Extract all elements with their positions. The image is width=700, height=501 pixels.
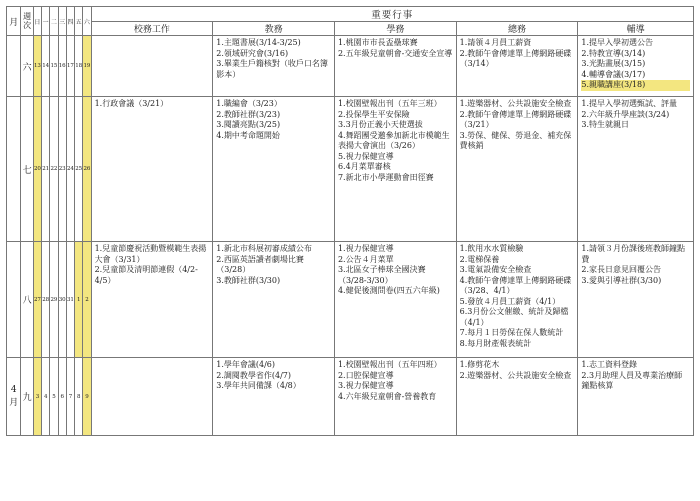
month-cell: 4 月 — [7, 358, 21, 436]
task-item: 5.親職講座(3/18) — [581, 80, 690, 91]
weekday-header: 五 — [75, 7, 83, 36]
cell-school — [91, 97, 213, 242]
schedule-page — [6, 6, 696, 436]
task-item: 6.4月菜單審核 — [337, 162, 391, 171]
week-row — [7, 97, 694, 242]
cell-school — [91, 358, 213, 436]
cell-academic — [213, 36, 335, 97]
weekday-header: 四 — [66, 7, 74, 36]
task-item: 4.舞蹈團受邀參加新北市模範生表揚大會演出（3/26） — [337, 130, 450, 150]
task-item: 3.電氣設備安全檢查 — [459, 265, 532, 274]
task-item: 4.輔導會議(3/17) — [581, 69, 646, 79]
day-number: 5 — [50, 358, 58, 436]
cell-guidance — [578, 242, 694, 358]
task-item: 3.勞保、健保、勞退金、補充保費核銷 — [459, 130, 572, 150]
day-number: 22 — [50, 97, 58, 242]
day-number: 8 — [75, 358, 83, 436]
task-item: 4.健促後測問卷(四五六年級) — [337, 286, 440, 295]
day-number: 23 — [58, 97, 66, 242]
day-number: 3 — [33, 358, 41, 436]
task-item: 3.教師社群(3/30) — [216, 275, 281, 285]
schedule-body — [7, 36, 694, 436]
week-row — [7, 358, 694, 436]
cell-academic — [213, 358, 335, 436]
task-item: 3.北區女子棒球全國決賽（3/28-3/30） — [337, 265, 426, 285]
cell-guidance — [578, 36, 694, 97]
cell-student — [334, 358, 456, 436]
task-item: 1.桃園市市長盃壘球賽 — [337, 38, 418, 47]
day-number: 6 — [58, 358, 66, 436]
day-number: 4 — [42, 358, 50, 436]
task-item: 2.口腔保健宣導 — [337, 370, 394, 380]
task-item: 3.光點畫展(3/15) — [581, 59, 646, 68]
month-cell — [7, 242, 21, 358]
task-item: 3.3月份正義小天使選拔 — [337, 120, 423, 129]
task-item: 5.視力保健宣導 — [337, 151, 394, 161]
task-item: 1.修剪花木 — [459, 360, 500, 369]
cell-student — [334, 242, 456, 358]
task-item: 1.志工資料登錄 — [581, 360, 638, 369]
task-item: 1.提早入學初選甄試、評量 — [581, 99, 678, 108]
task-item: 1.新北市科展初審成績公布 — [216, 244, 312, 253]
weekday-header: 一 — [42, 7, 50, 36]
task-item: 6.3月份公文催繳、統計及歸檔（4/1） — [459, 307, 569, 327]
cell-guidance — [578, 97, 694, 242]
day-number: 24 — [66, 97, 74, 242]
weekday-header: 三 — [58, 7, 66, 36]
cell-general — [456, 36, 578, 97]
task-item: 2.教師社群(3/23) — [216, 109, 281, 119]
task-item: 4.期中考命題開始 — [216, 130, 280, 140]
day-number: 20 — [33, 97, 41, 242]
task-item: 1.校園壁報出刊（五年四班） — [337, 360, 442, 369]
task-item: 7.每月１日勞保在保人數統計 — [459, 328, 564, 337]
header-row-top — [7, 7, 694, 22]
task-item: 3.學年共同備課（4/8） — [216, 381, 301, 390]
day-number: 25 — [75, 97, 83, 242]
task-item: 1.主題書展(3/14-3/25) — [216, 38, 301, 47]
cell-school — [91, 242, 213, 358]
day-number: 17 — [66, 36, 74, 97]
day-number: 2 — [83, 242, 91, 358]
task-item: 2.西區英語讀者劇場比賽（3/28） — [216, 254, 304, 274]
day-number: 21 — [42, 97, 50, 242]
task-item: 1.視力保健宣導 — [337, 244, 394, 253]
task-item: 5.發放４月員工薪資（4/1） — [459, 296, 561, 306]
task-item: 1.校園壁報出刊（五年三班） — [337, 99, 442, 108]
task-item: 3.愛與引導社群(3/30) — [581, 275, 662, 285]
week-number: 九 — [21, 358, 33, 436]
cell-academic — [213, 97, 335, 242]
weekday-header: 日 — [33, 7, 41, 36]
month-cell — [7, 36, 21, 97]
day-number: 31 — [66, 242, 74, 358]
week-number: 八 — [21, 242, 33, 358]
cell-general — [456, 358, 578, 436]
day-number: 29 — [50, 242, 58, 358]
day-number: 9 — [83, 358, 91, 436]
task-item: 2.調閱教學省作(4/7) — [216, 370, 292, 380]
weekday-header: 六 — [83, 7, 91, 36]
task-item: 1.職編會（3/23） — [216, 99, 282, 108]
task-item: 1.兒童節慶祝活動暨模範生表揚大會（3/31） — [94, 244, 207, 264]
task-item: 1.請領４月員工薪資 — [459, 38, 532, 47]
task-item: 8.每月財產報表統計 — [459, 338, 532, 348]
section-title: 重要行事 — [91, 7, 693, 22]
week-header: 週次 — [21, 7, 33, 36]
day-number: 15 — [50, 36, 58, 97]
column-header-general: 總務 — [456, 22, 578, 36]
task-item: 2.電梯保養 — [459, 254, 500, 264]
weekday-header: 二 — [50, 7, 58, 36]
week-row — [7, 242, 694, 358]
cell-general — [456, 242, 578, 358]
day-number: 30 — [58, 242, 66, 358]
task-item: 1.飲用水水質檢驗 — [459, 244, 524, 253]
day-number: 7 — [66, 358, 74, 436]
task-item: 3.閱讀亮點(3/25) — [216, 120, 281, 129]
column-header-student: 學務 — [334, 22, 456, 36]
task-item: 1.行政會議（3/21） — [94, 99, 169, 108]
week-number: 六 — [21, 36, 33, 97]
task-item: 2.五年級兒童朝會-交通安全宣導 — [337, 48, 453, 58]
task-item: 4.六年級兒童朝會-營養教育 — [337, 391, 437, 401]
day-number: 18 — [75, 36, 83, 97]
task-item: 2.公告４月菜單 — [337, 254, 394, 264]
task-item: 1.遊樂器材、公共設施安全檢查 — [459, 99, 572, 108]
task-item: 2.家長日意見回覆公告 — [581, 265, 662, 274]
cell-school — [91, 36, 213, 97]
cell-student — [334, 36, 456, 97]
task-item: 3.視力保健宣導 — [337, 381, 394, 390]
day-number: 14 — [42, 36, 50, 97]
schedule-table — [6, 6, 694, 436]
column-header-academic: 教務 — [213, 22, 335, 36]
day-number: 1 — [75, 242, 83, 358]
task-item: 3.畢業生戶籍核對（收戶口名簿影本） — [216, 59, 328, 79]
day-number: 27 — [33, 242, 41, 358]
task-item: 7.新北市小學運動會田徑賽 — [337, 172, 434, 182]
month-header: 月 — [7, 7, 21, 36]
column-header-school: 校務工作 — [91, 22, 213, 36]
column-header-guidance: 輔導 — [578, 22, 694, 36]
task-item: 3.特生就親日 — [581, 120, 630, 129]
task-item: 2.特教宣導(3/14) — [581, 48, 646, 58]
week-row — [7, 36, 694, 97]
day-number: 16 — [58, 36, 66, 97]
week-number: 七 — [21, 97, 33, 242]
task-item: 4.教師午會傳達單上傳網路硬碟（3/28、4/1） — [459, 275, 572, 295]
task-item: 2.教師午會傳達單上傳網路硬碟（3/14） — [459, 48, 572, 68]
task-item: 2.3月助理人員及專業治療師鐘點核算 — [581, 370, 683, 390]
task-item: 2.投保學生平安保險 — [337, 109, 410, 119]
task-item: 1.提早入學初選公告 — [581, 38, 654, 47]
day-number: 13 — [33, 36, 41, 97]
day-number: 19 — [83, 36, 91, 97]
day-number: 26 — [83, 97, 91, 242]
task-item: 1.請領３月份課後班教師鐘點費 — [581, 244, 686, 264]
day-number: 28 — [42, 242, 50, 358]
header-row-columns — [7, 22, 694, 36]
cell-general — [456, 97, 578, 242]
task-item: 1.學年會議(4/6) — [216, 360, 276, 369]
month-cell — [7, 97, 21, 242]
task-item: 2.教師午會傳達單上傳網路硬碟（3/21） — [459, 109, 572, 129]
cell-academic — [213, 242, 335, 358]
cell-student — [334, 97, 456, 242]
task-item: 2.遊樂器材、公共設施安全檢查 — [459, 370, 572, 380]
task-item: 2.領域研究會(3/16) — [216, 48, 289, 58]
task-item: 2.六年級升學座談(3/24) — [581, 109, 670, 119]
task-item: 2.兒童節及清明節連假（4/2-4/5） — [94, 265, 198, 285]
cell-guidance — [578, 358, 694, 436]
